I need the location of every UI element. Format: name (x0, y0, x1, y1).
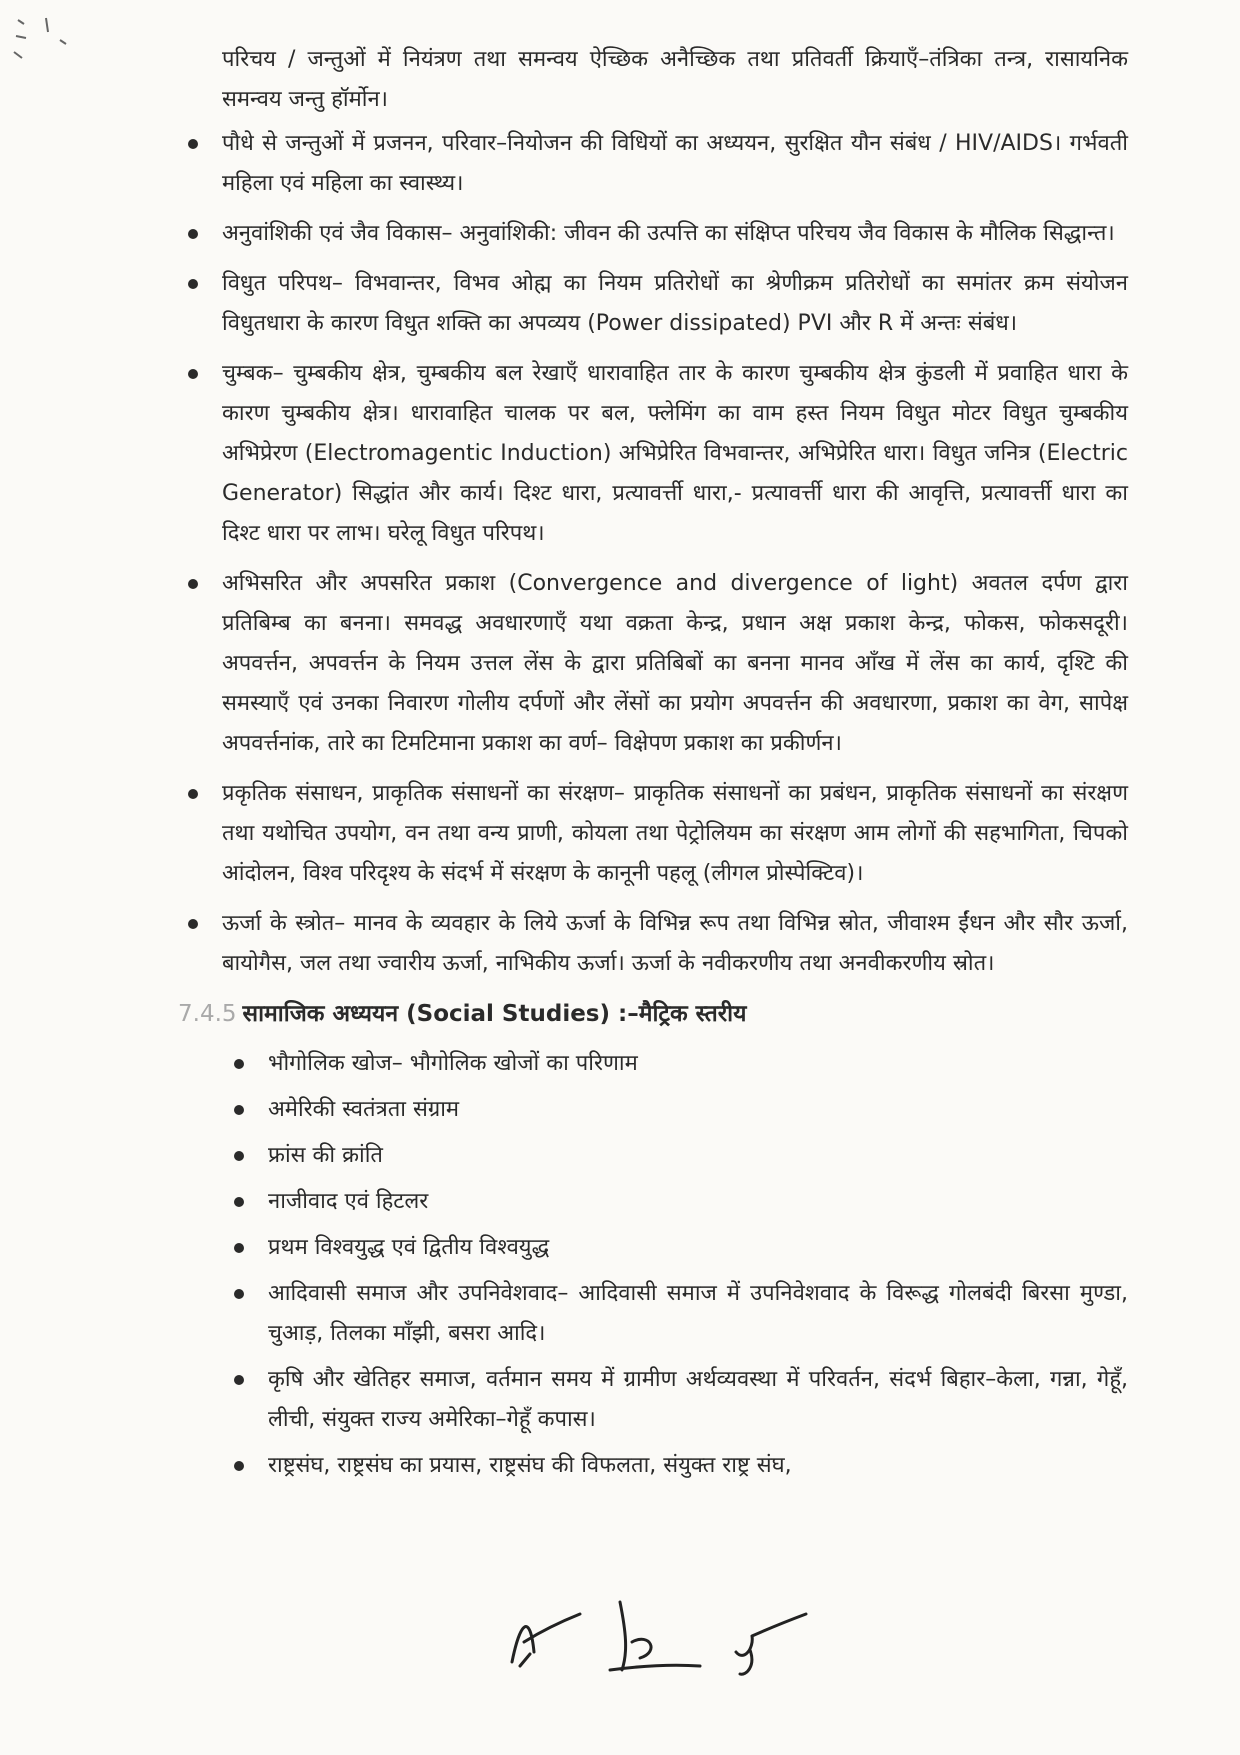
bullet-icon (234, 1197, 244, 1207)
signature-1 (512, 1614, 580, 1666)
bullet-icon (234, 1151, 244, 1161)
bullet-icon (234, 1375, 244, 1385)
section-title: सामाजिक अध्ययन (Social Studies) :–मैट्रिक स्तरीय (242, 1001, 747, 1027)
list-item: प्रथम विश्वयुद्ध एवं द्वितीय विश्वयुद्ध (224, 1228, 1128, 1268)
signatures (500, 1592, 820, 1682)
social-studies-list (224, 1044, 1128, 1486)
bullet-icon (188, 919, 198, 929)
list-item: अनुवांशिकी एवं जैव विकास– अनुवांशिकी: जीवन की उत्पत्ति का संक्षिप्त परिचय जैव विकास के मौलिक सिद्धान्त। (178, 214, 1128, 254)
list-item: विधुत परिपथ– विभवान्तर, विभव ओह्म का नियम प्रतिरोधों का श्रेणीक्रम प्रतिरोधों का समांतर क्रम संयोजन विधुतधारा के कारण विधुत शक्ति का अपव्यय (Power dissipated) PVI और R में अन्तः संबंध। (178, 264, 1128, 344)
section-heading (178, 994, 1128, 1034)
list-item: आदिवासी समाज और उपनिवेशवाद– आदिवासी समाज में उपनिवेशवाद के विरूद्ध गोलबंदी बिरसा मुण्डा, चुआड़, तिलका माँझी, बसरा आदि। (224, 1274, 1128, 1354)
bullet-icon (234, 1461, 244, 1471)
bullet-icon (188, 579, 198, 589)
list-item: अमेरिकी स्वतंत्रता संग्राम (224, 1090, 1128, 1130)
list-item: फ्रांस की क्रांति (224, 1136, 1128, 1176)
list-item: पौधे से जन्तुओं में प्रजनन, परिवार–नियोजन की विधियों का अध्ययन, सुरक्षित यौन संबंध / HIV/AIDS। गर्भवती महिला एवं महिला का स्वास्थ्य। (178, 124, 1128, 204)
intro-paragraph: परिचय / जन्तुओं में नियंत्रण तथा समन्वय ऐच्छिक अनैच्छिक तथा प्रतिवर्ती क्रियाएँ–तंत्रिका तन्त्र, रासायनिक समन्वय जन्तु हॉर्मोन। (222, 47, 1128, 112)
bullet-icon (188, 229, 198, 239)
list-item: कृषि और खेतिहर समाज, वर्तमान समय में ग्रामीण अर्थव्यवस्था में परिवर्तन, संदर्भ बिहार–केला, गन्ना, गेहूँ, लीची, संयुक्त राज्य अमेरिका–गेहूँ कपास। (224, 1360, 1128, 1440)
list-item: ऊर्जा के स्त्रोत– मानव के व्यवहार के लिये ऊर्जा के विभिन्न रूप तथा विभिन्न स्रोत, जीवाश्म ईंधन और सौर ऊर्जा, बायोगैस, जल तथा ज्वारीय ऊर्जा, नाभिकीय ऊर्जा। ऊर्जा के नवीकरणीय तथा अनवीकरणीय स्रोत। (178, 904, 1128, 984)
science-topic-list (178, 124, 1128, 984)
bullet-icon (188, 789, 198, 799)
bullet-icon (188, 139, 198, 149)
list-item: अभिसरित और अपसरित प्रकाश (Convergence and divergence of light) अवतल दर्पण द्वारा प्रतिबिम्ब का बनना। समवद्ध अवधारणाएँ यथा वक्रता केन्द्र, प्रधान अक्ष प्रकाश केन्द्र, फोकस, फोकसदूरी। अपवर्त्तन, अपवर्त्तन के नियम उत्तल लेंस के द्वारा प्रतिबिबों का बनना मानव आँख में लेंस का कार्य, दृश्टि की समस्याएँ एवं उनका निवारण गोलीय दर्पणों और लेंसों का प्रयोग अपवर्त्तन की अवधारणा, प्रकाश का वेग, सापेक्ष अपवर्त्तनांक, तारे का टिमटिमाना प्रकाश का वर्ण– विक्षेपण प्रकाश का प्रकीर्णन। (178, 564, 1128, 764)
list-item: प्रकृतिक संसाधन, प्राकृतिक संसाधनों का संरक्षण– प्राकृतिक संसाधनों का प्रबंधन, प्राकृतिक संसाधनों का संरक्षण तथा यथोचित उपयोग, वन तथा वन्य प्राणी, कोयला तथा पेट्रोलियम का संरक्षण आम लोगों की सहभागिता, चिपको आंदोलन, विश्व परिदृश्य के संदर्भ में संरक्षण के कानूनी पहलू (लीगल प्रोस्पेक्टिव)। (178, 774, 1128, 894)
margin-scribble (6, 6, 86, 86)
section-number: 7.4.5 (178, 1001, 237, 1027)
list-item: चुम्बक– चुम्बकीय क्षेत्र, चुम्बकीय बल रेखाएँ धारावाहित तार के कारण चुम्बकीय क्षेत्र कुंडली में प्रवाहित धारा के कारण चुम्बकीय क्षेत्र। धारावाहित चालक पर बल, फ्लेमिंग का वाम हस्त नियम विधुत मोटर विधुत चुम्बकीय अभिप्रेरण (Electromagentic Induction) अभिप्रेरित विभवान्तर, अभिप्रेरित धारा। विधुत जनित्र (Electric Generator) सिद्धांत और कार्य। दिश्ट धारा, प्रत्यावर्त्ती धारा,- प्रत्यावर्त्ती धारा की आवृत्ति, प्रत्यावर्त्ती धारा का दिश्ट धारा पर लाभ। घरेलू विधुत परिपथ। (178, 354, 1128, 554)
bullet-icon (234, 1243, 244, 1253)
bullet-icon (188, 369, 198, 379)
document-content (178, 40, 1128, 1492)
bullet-icon (234, 1059, 244, 1069)
bullet-icon (234, 1289, 244, 1299)
list-item: राष्ट्रसंघ, राष्ट्रसंघ का प्रयास, राष्ट्रसंघ की विफलता, संयुक्त राष्ट्र संघ, (224, 1446, 1128, 1486)
signature-2 (610, 1602, 700, 1670)
signature-3 (736, 1614, 806, 1674)
bullet-icon (234, 1105, 244, 1115)
list-item: नाजीवाद एवं हिटलर (224, 1182, 1128, 1222)
list-item: भौगोलिक खोज– भौगोलिक खोजों का परिणाम (224, 1044, 1128, 1084)
bullet-icon (188, 279, 198, 289)
